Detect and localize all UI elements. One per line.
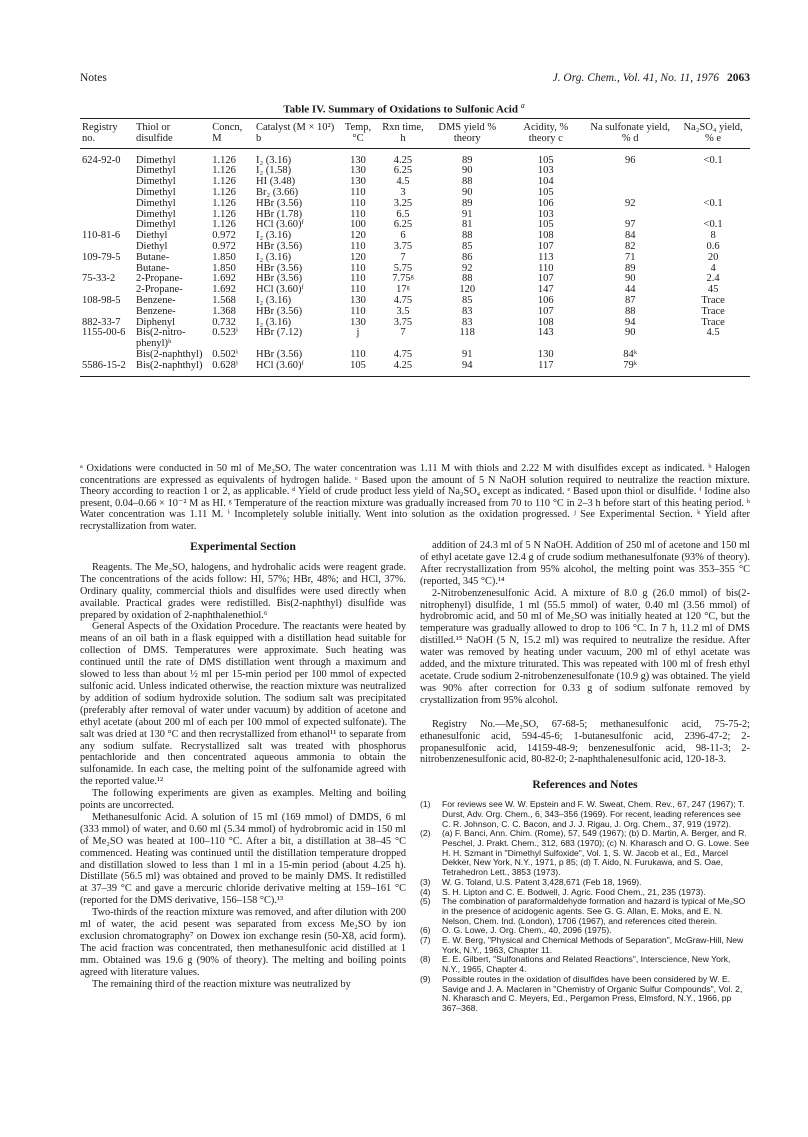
- table-cell: 107: [537, 240, 554, 252]
- table-cell: 81: [461, 219, 473, 231]
- table-cell: HCl (3.60)ᶠ: [256, 284, 304, 296]
- experimental-continued: [420, 540, 750, 766]
- column-header: Thiol or disulfide: [135, 122, 173, 144]
- table-cell: 96: [624, 154, 636, 166]
- table-cell: 2-Propane-: [135, 284, 183, 296]
- table-cell: 84ᵏ: [623, 348, 638, 360]
- table-cell: Dimethyl: [135, 176, 176, 188]
- table-cell: 0.628ⁱ: [212, 359, 238, 371]
- table-cell: 103: [537, 208, 554, 220]
- table-cell: 108-98-5: [82, 294, 121, 306]
- table-row: [80, 210, 750, 221]
- table-cell: I₂ (3.16): [256, 230, 292, 242]
- table-cell: Diethyl: [135, 240, 168, 252]
- table-title-text: Table IV. Summary of Oxidations to Sulfonic Acid: [283, 103, 521, 116]
- table-cell: 3.75: [393, 240, 413, 252]
- table-cell: 110: [350, 240, 366, 252]
- table-cell: 4: [710, 262, 716, 274]
- table-cell: 5586-15-2: [82, 359, 126, 371]
- table-cell: 110: [350, 186, 366, 198]
- table-cell: Dimethyl: [135, 219, 176, 231]
- table-cell: 105: [537, 186, 554, 198]
- references-list: [420, 800, 750, 1013]
- table-row: [80, 199, 750, 210]
- reference-text: O. G. Lowe, J. Org. Chem., 40, 2096 (1975).: [442, 925, 612, 936]
- reference-number: (6): [420, 925, 431, 936]
- table-cell: 7: [400, 327, 406, 339]
- right-column: [420, 540, 750, 1014]
- table-cell: 86: [461, 251, 473, 263]
- reference-item: [420, 829, 750, 878]
- page-number: 2063: [727, 72, 750, 84]
- table-row: [80, 166, 750, 177]
- table-row: [80, 361, 750, 376]
- table-cell: 94: [461, 359, 473, 371]
- paragraph: The following experiments are given as examples. Melting and boiling points are uncorrected.: [80, 788, 406, 812]
- table-cell: 1.850: [212, 262, 236, 274]
- table-cell: 88: [461, 176, 473, 188]
- reference-item: [420, 897, 750, 926]
- table-cell: 20: [707, 251, 719, 263]
- table-cell: 2-Propane-: [135, 273, 183, 285]
- table-cell: I₂ (3.16): [256, 316, 292, 328]
- column-header: Rxn time, h: [382, 122, 424, 144]
- reference-number: (8): [420, 954, 431, 965]
- table-cell: Diethyl: [135, 230, 168, 242]
- reference-number: (3): [420, 876, 431, 887]
- table-cell: 0.972: [212, 230, 236, 242]
- table-cell: 6.25: [393, 219, 413, 231]
- table-cell: 6.5: [396, 208, 410, 220]
- table-cell: 1.850: [212, 251, 236, 263]
- table-cell: 110: [350, 273, 366, 285]
- experimental-heading: Experimental Section: [190, 541, 296, 553]
- table-row: [80, 296, 750, 307]
- table-cell: [584, 166, 676, 177]
- paragraph: The remaining third of the reaction mixture was neutralized by: [92, 978, 351, 990]
- table-cell: [676, 350, 750, 361]
- oxidation-summary-table: [80, 118, 750, 377]
- table-cell: 7: [400, 251, 406, 263]
- table-cell: 85: [461, 294, 473, 306]
- table-cell: Bis(2-naphthyl): [135, 348, 203, 360]
- table-cell: 130: [350, 165, 366, 177]
- table-cell: Trace: [701, 316, 725, 328]
- reference-number: (5): [420, 896, 431, 907]
- column-header: Catalyst (M × 10²) b: [256, 122, 335, 144]
- table-cell: HBr (7.12): [256, 327, 303, 339]
- table-cell: Benzene-: [135, 305, 176, 317]
- table-cell: [584, 177, 676, 188]
- table-cell: 91: [461, 208, 473, 220]
- table-cell: 89: [461, 197, 473, 209]
- table-cell: 1155-00-6: [82, 327, 126, 339]
- table-cell: 90: [461, 165, 473, 177]
- reference-item: [420, 800, 750, 829]
- column-header: Concn, M: [212, 122, 243, 144]
- table-cell: 108: [537, 316, 554, 328]
- table-row: [80, 188, 750, 199]
- table-cell: 88: [461, 230, 473, 242]
- table-cell: 110: [350, 348, 366, 360]
- table-cell: 91: [461, 348, 473, 360]
- left-column: [80, 540, 406, 991]
- table-cell: <0.1: [703, 219, 723, 231]
- reference-number: (9): [420, 973, 431, 984]
- table-row: [80, 328, 750, 350]
- reference-item: [420, 936, 750, 955]
- table-cell: 97: [624, 219, 636, 231]
- table-cell: [676, 166, 750, 177]
- table-cell: 120: [350, 230, 366, 242]
- table-cell: 4.5: [396, 176, 410, 188]
- table-cell: HCl (3.60)ᶠ: [256, 219, 304, 231]
- table-cell: 3.75: [393, 316, 413, 328]
- table-cell: j: [356, 327, 360, 339]
- table-cell: [80, 188, 134, 199]
- table-cell: 7.75ᵍ: [392, 273, 414, 285]
- table-cell: 82: [624, 240, 636, 252]
- table-cell: HBr (3.56): [256, 348, 303, 360]
- table-cell: 6.25: [393, 165, 413, 177]
- reference-text: E. W. Berg, "Physical and Chemical Methods of Separation", McGraw-Hill, New York, N.Y., 1963, Chapter 11.: [442, 935, 744, 955]
- table-cell: 1.692: [212, 273, 236, 285]
- table-cell: 130: [537, 348, 554, 360]
- table-cell: 75-33-2: [82, 273, 116, 285]
- table-cell: 90: [624, 327, 636, 339]
- paragraph: General Aspects of the Oxidation Procedure. The reactants were heated by means of an oil bath in a flask equipped with a distillation head suitable for collection of DMS. Temperatures were approximate. Such heating was continued until the rate of DMS distillation went through a maximum and slowed to less than about ½ ml per 15-min period per 100 mmol of expected sulfonic acid. Unless indicated otherwise, the reaction mixture was neutralized by addition of sodium hydroxide solution. The sodium salt was precipitated (preferably after removal of water under vacuum) by addition of acetone and ethyl acetate (about 200 ml of each per 100 mmol of expected sulfonate). The salt was dried at 130 °C and then recrystallized from ethanol¹¹ to separate from any sodium sulfate. Recrystallized salt was treated with phosphorus pentachloride and then concentrated aqueous ammonia to obtain the sulfonamide. In each case, the melting point of the sulfonamide agreed with the reported value.¹²: [80, 621, 406, 788]
- table-row: [80, 220, 750, 231]
- table-cell: 92: [461, 262, 473, 274]
- table-row: [80, 231, 750, 242]
- table-cell: 2.4: [706, 273, 720, 285]
- table-cell: Br₂ (3.66): [256, 186, 299, 198]
- journal-name: J. Org. Chem., Vol. 41, No. 11, 1976: [552, 72, 719, 84]
- table-cell: 120: [350, 251, 366, 263]
- table-cell: Dimethyl: [135, 197, 176, 209]
- table-cell: 4.5: [706, 327, 720, 339]
- table-cell: 110: [350, 284, 366, 296]
- table-cell: Dimethyl: [135, 186, 176, 198]
- table-cell: 87: [624, 294, 636, 306]
- table-cell: I₂ (3.16): [256, 154, 292, 166]
- column-header: Registry no.: [82, 122, 118, 144]
- table-cell: Butane-: [135, 262, 170, 274]
- table-cell: Trace: [701, 294, 725, 306]
- table-title-footnote-mark: a: [520, 101, 525, 110]
- table-cell: 117: [538, 359, 554, 371]
- paragraph: addition of 24.3 ml of 5 N NaOH. Addition of 250 ml of acetone and 150 ml of ethyl acetate gave 12.4 g of crude sodium methanesulfonate (93% of theory). After recrystallization from 95% alcohol, the melting point was 353–355 °C (reported, 345 °C).¹⁴: [420, 540, 750, 587]
- table-cell: <0.1: [703, 197, 723, 209]
- table-cell: I₂ (3.16): [256, 251, 292, 263]
- table-cell: 4.25: [393, 154, 413, 166]
- table-cell: 100: [350, 219, 366, 231]
- table-row: [80, 307, 750, 318]
- table-cell: Benzene-: [135, 294, 176, 306]
- table-title: [0, 101, 808, 116]
- paragraph: Two-thirds of the reaction mixture was removed, and after dilution with 200 ml of water, the acid pesent was separated from excess Me₂SO by ion exclusion chromatography⁷ on Dowex ion exchange resin (50-X8, acid form). The acid fraction was concentrated, then methanesulfonic acid distilled at 1 mm. Obtained was 19.6 g (90% of theory). The melting and boiling points agreed with literature values.: [80, 907, 406, 978]
- table-cell: HCl (3.60)ᶠ: [256, 359, 304, 371]
- table-cell: HBr (3.56): [256, 305, 303, 317]
- table-cell: 1.126: [212, 176, 236, 188]
- table-cell: 0.972: [212, 240, 236, 252]
- table-cell: I₂ (3.16): [256, 294, 292, 306]
- table-cell: 1.568: [212, 294, 236, 306]
- table-row: [80, 148, 750, 166]
- table-cell: 147: [537, 284, 554, 296]
- table-cell: HBr (3.56): [256, 262, 303, 274]
- reference-text: Possible routes in the oxidation of disulfides have been considered by W. E. Savige and J. A. Maclaren in "Chemistry of Organic Sulfur Compounds", Vol. 2, N. Kharasch and C. Meyers, Ed., Pergamon Press, Elmsford, N.Y., 1966, pp 367–368.: [442, 973, 743, 1013]
- table-cell: 110: [538, 262, 554, 274]
- table-row: [80, 177, 750, 188]
- table-cell: HI (3.48): [256, 176, 296, 188]
- table-cell: I₂ (1.58): [256, 165, 292, 177]
- table-cell: 4.75: [393, 348, 413, 360]
- table-cell: 4.75: [393, 294, 413, 306]
- table-cell: 90: [624, 273, 636, 285]
- table-body: [80, 148, 750, 376]
- table-cell: 105: [537, 219, 554, 231]
- table-cell: 0.502ⁱ: [212, 348, 238, 360]
- table-cell: 882-33-7: [82, 316, 121, 328]
- table-cell: Trace: [701, 305, 725, 317]
- table-cell: 130: [350, 176, 366, 188]
- column-header: Na₂SO₄ yield, % e: [683, 122, 743, 144]
- reference-text: W. G. Toland, U.S. Patent 3,428,671 (Feb 18, 1969).: [442, 876, 642, 887]
- table-cell: 109-79-5: [82, 251, 121, 263]
- journal-citation: [553, 72, 750, 84]
- table-cell: 110: [350, 262, 366, 274]
- table-cell: Dimethyl: [135, 154, 176, 166]
- table-cell: 94: [624, 316, 636, 328]
- table-cell: 130: [350, 154, 366, 166]
- table-cell: 92: [624, 197, 636, 209]
- column-header: Acidity, % theory c: [523, 122, 569, 144]
- table-cell: 107: [537, 273, 554, 285]
- table-cell: 143: [537, 327, 554, 339]
- table-cell: 90: [461, 186, 473, 198]
- table-cell: 106: [537, 197, 554, 209]
- reference-number: (7): [420, 935, 431, 946]
- table-cell: Dimethyl: [135, 208, 176, 220]
- table-cell: 107: [537, 305, 554, 317]
- table-cell: 110-81-6: [82, 230, 121, 242]
- table-cell: Dimethyl: [135, 165, 176, 177]
- table-cell: 1.126: [212, 186, 236, 198]
- table-cell: 106: [537, 294, 554, 306]
- table-row: [80, 285, 750, 296]
- paragraph: Registry No.—Me₂SO, 67-68-5; methanesulfonic acid, 75-75-2; ethanesulfonic acid, 594-45-6; 1-butanesulfonic acid, 2396-47-2; 2-propanesulfonic acid, 14159-48-9; benzenesulfonic acid, 98-11-3; 2-nitrobenzenesulfonic acid, 80-82-0; 2-naphthalenesulfonic acid, 120-18-3.: [420, 718, 750, 766]
- table-cell: 103: [537, 165, 554, 177]
- table-cell: 130: [350, 294, 366, 306]
- table-cell: 4.25: [393, 359, 413, 371]
- table-cell: Bis(2-nitro- phenyl)ʰ: [135, 327, 186, 350]
- table-cell: 3.5: [396, 305, 410, 317]
- table-cell: 105: [350, 359, 366, 371]
- section-label: Notes: [80, 72, 107, 84]
- experimental-body: [80, 562, 406, 991]
- table-cell: <0.1: [703, 154, 723, 166]
- table-cell: HBr (1.78): [256, 208, 303, 220]
- table-cell: 3.25: [393, 197, 413, 209]
- table-cell: HBr (3.56): [256, 273, 303, 285]
- table-cell: 104: [537, 176, 554, 188]
- column-header: Temp, °C: [344, 122, 372, 144]
- reference-item: [420, 975, 750, 1014]
- table-cell: 1.126: [212, 197, 236, 209]
- table-cell: [80, 177, 134, 188]
- table-cell: 89: [461, 154, 473, 166]
- table-cell: 88: [624, 305, 636, 317]
- table-cell: 110: [350, 305, 366, 317]
- reference-text: S. H. Lipton and C. E. Bodwell, J. Agric. Food Chem., 21, 235 (1973).: [442, 886, 706, 897]
- reference-text: The combination of paraformaldehyde formation and hazard is typical of Me₂SO in the presence of acidogenic agents. See G. G. Allan, E. Moks, and E. N. Nelson, Chem. Ind. (London), 1706 (1967), and references cited therein.: [442, 896, 746, 926]
- table-cell: 17ᵍ: [396, 284, 410, 296]
- table-cell: 1.692: [212, 284, 236, 296]
- table-cell: 108: [537, 230, 554, 242]
- table-cell: 71: [624, 251, 636, 263]
- reference-text: (a) F. Banci, Ann. Chim. (Rome), 57, 549 (1967); (b) D. Martin, A. Berger, and R. Peschel, J. Prakt. Chem., 312, 683 (1970); (c) N. Kharasch and O. G. Lowe. See H. H. Szmant in "Dimethyl Sulfoxide", Vol. 1, S. W. Jacob et al., Ed., Marcel Dekker, New York, N.Y., 1971, p 85; (d) T. Aido, N. Furukawa, and S. Oae, Tetrahedron Lett., 3853 (1973).: [442, 828, 750, 878]
- table-cell: 1.126: [212, 165, 236, 177]
- table-cell: 84: [624, 230, 636, 242]
- table-footnotes: ᵃ Oxidations were conducted in 50 ml of Me₂SO. The water concentration was 1.11 M with thiols and 2.22 M with disulfides except as indicated. ᵇ Halogen concentrations are expressed as equivalents of hydrogen halide. ᶜ Based upon the amount of 5 N NaOH solution required to neutralize the reaction mixture. Theory according to reaction 1 or 2, as applicable. ᵈ Yield of crude product less yield of Na₂SO₄ except as indicated. ᵉ Based upon thiol or disulfide. ᶠ Iodine also present, 0.04–0.66 × 10⁻² M as HI. ᵍ Temperature of the reaction mixture was gradually increased from 70 to 110 °C in 2–3 h before start of this heating period. ʰ Water concentration was 1.11 M. ⁱ Incompletely soluble initially. Went into solution as the oxidation progressed. ʲ See Experimental Section. ᵏ Yield after recrystallization from water.: [80, 463, 750, 532]
- table-cell: 3: [400, 186, 406, 198]
- table-cell: 0.523ⁱ: [212, 327, 238, 339]
- paragraph: Reagents. The Me₂SO, halogens, and hydrohalic acids were reagent grade. The concentrations of the acids follow: HI, 57%; HBr, 48%; and HCl, 37%. Ordinary quality, commercial thiols and disulfides were used directly when available. Practical grades were redistilled. Bis(2-naphthyl) disulfide was prepared by oxidation of 2-naphthalenethiol.⁶: [80, 561, 406, 621]
- table-cell: 79ᵏ: [623, 359, 638, 371]
- table-cell: 110: [350, 197, 366, 209]
- table-cell: 85: [461, 240, 473, 252]
- table-cell: [80, 307, 134, 318]
- paragraph: Methanesulfonic Acid. A solution of 15 ml (169 mmol) of DMDS, 6 ml (333 mmol) of water, and 0.60 ml (5.34 mmol) of hydrobromic acid in 150 ml of Me₂SO was heated at 100–110 °C. After a bit, a distillation at 38–45 °C commenced. Heating was continued until the distillation temperature dropped and distillation slowed to less than 1 ml in a 15-min period (about 4.25 h). Distillate (56.5 ml) was obtained and proved to be mainly DMS. It redistilled at 37–39 °C and gave a mercuric chloride derivative melting at 159–161 °C (reported for the DMS derivative, 156–158 °C).¹³: [80, 811, 406, 907]
- reference-number: (2): [420, 828, 431, 839]
- table-cell: [80, 199, 134, 210]
- table-cell: [676, 361, 750, 376]
- column-header: Na sulfonate yield, % d: [590, 122, 670, 144]
- reference-text: E. E. Gilbert, "Sulfonations and Related Reactions", Interscience, New York, N.Y., 1965, Chapter 4.: [442, 954, 731, 975]
- table-cell: 0.732: [212, 316, 236, 328]
- table-cell: 130: [350, 316, 366, 328]
- table-cell: 45: [707, 284, 719, 296]
- table-cell: 44: [624, 284, 636, 296]
- table-header-row: [80, 119, 750, 149]
- table-cell: 88: [461, 273, 473, 285]
- table-cell: 113: [538, 251, 554, 263]
- reference-item: [420, 955, 750, 974]
- table-cell: Butane-: [135, 251, 170, 263]
- table-cell: 83: [461, 316, 473, 328]
- table-cell: [80, 210, 134, 221]
- table-cell: [676, 177, 750, 188]
- table-row: [80, 253, 750, 264]
- table-cell: Bis(2-naphthyl): [135, 359, 203, 371]
- table-cell: 624-92-0: [82, 154, 121, 166]
- table-cell: 8: [710, 230, 716, 242]
- table-cell: 83: [461, 305, 473, 317]
- table-cell: 89: [624, 262, 636, 274]
- table-cell: 105: [537, 154, 554, 166]
- table-cell: 6: [400, 230, 406, 242]
- table-cell: 1.368: [212, 305, 236, 317]
- table-cell: 0.6: [706, 240, 720, 252]
- table-row: [80, 242, 750, 253]
- table-cell: HBr (3.56): [256, 240, 303, 252]
- column-header: DMS yield % theory: [438, 122, 497, 144]
- table-cell: 5.75: [393, 262, 413, 274]
- reference-number: (1): [420, 799, 431, 810]
- table-cell: 1.126: [212, 219, 236, 231]
- table-cell: 1.126: [212, 208, 236, 220]
- table-cell: 120: [459, 284, 476, 296]
- table-cell: 110: [350, 208, 366, 220]
- references-heading: References and Notes: [532, 779, 638, 792]
- table-cell: HBr (3.56): [256, 197, 303, 209]
- reference-text: For reviews see W. W. Epstein and F. W. Sweat, Chem. Rev., 67, 247 (1967); T. Durst, Adv. Org. Chem., 6, 343–356 (1969). For recent, leading references see C. R. Johnson, C. C. Bacon, and J. J. Rigau, J. Org. Chem., 37, 919 (1972).: [442, 799, 745, 829]
- page-header: [80, 72, 750, 88]
- reference-number: (4): [420, 886, 431, 897]
- table-cell: 1.126: [212, 154, 236, 166]
- table-cell: Diphenyl: [135, 316, 176, 328]
- table-cell: [80, 166, 134, 177]
- table-cell: 118: [459, 327, 475, 339]
- paragraph: 2-Nitrobenzenesulfonic Acid. A mixture of 8.0 g (26.0 mmol) of bis(2-nitrophenyl) disulfide, 1 ml (55.5 mmol) of water, 0.40 ml (3.56 mmol) of hydrobromic acid, and 50 ml of Me₂SO was initially heated at 120 °C, but the temperature was gradually allowed to drop to 106 °C. In 7 h, 11.2 ml of DMS distilled.¹⁵ NaOH (5 N, 15.2 ml) was required to neutralize the residue. After water was removed by heating under vacuum, 200 ml of ethyl acetate was added, and the mixture triturated. This was repeated with 100 ml of fresh ethyl acetate. Crude sodium 2-nitrobenzenesulfonate (10.9 g) was obtained. The yield was 90% after correction for 0.33 g of sodium sulfonate removed by crystallization from 95% alcohol.: [420, 587, 750, 706]
